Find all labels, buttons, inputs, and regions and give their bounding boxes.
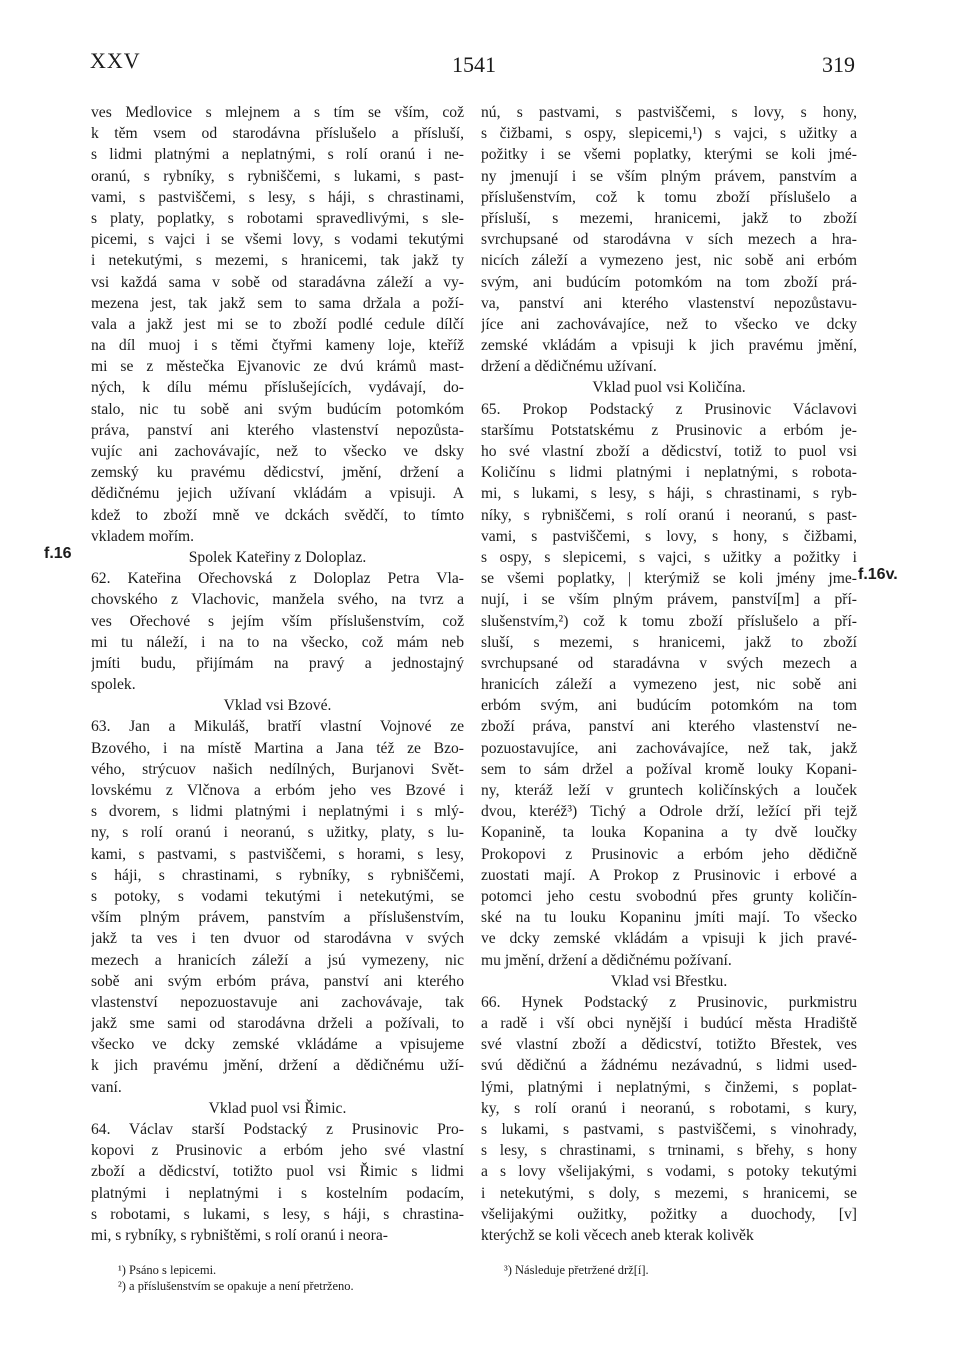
text-line: jíce ani zachovávajíce, než to všecko ve dcky — [481, 315, 857, 333]
text-line: jakž sme sami od starodávna drželi a požívali, to — [91, 1015, 464, 1033]
text-line: ho své vlastní zboží a dědicství, totiž to puol vsi — [481, 443, 857, 460]
text-line: dvou, kteréž³) Tichý a Odrole drží, ležící při tejž — [481, 803, 857, 821]
text-line: s platy, poplatky, s robotami spravedlivými, s sle- — [91, 209, 464, 227]
text-line: vami, s pastviščemi, s lesy, s háji, s chrastinami, — [91, 188, 464, 206]
text-line: mi tu náleží, i na to na všecko, což mám neb — [91, 633, 464, 651]
text-line: ské na tu louku Kopaninu jmíti mají. To všecko — [481, 909, 857, 927]
section-heading: Spolek Kateřiny z Doloplaz. — [188, 548, 367, 566]
text-line: níky, s rybniščemi, s rolí oranú i neoranú, s past- — [481, 506, 857, 524]
text-line: vkladem mořím. — [91, 527, 195, 545]
text-line: s čižbami, s ospy, slepicemi,¹) s vajci, s užitky a — [481, 125, 857, 143]
footnote-2: ²) a příslušenstvím se opakuje a není přetrženo. — [118, 1279, 354, 1293]
text-line: staršímu Potstatskému z Prusinovic a erbóm je- — [481, 421, 857, 439]
text-line: zuostati mají. A Prokop z Prusinovic i erbové a — [481, 866, 857, 884]
text-line: s ospy, s slepicemi, s vajci, s užitky a požitky i — [481, 548, 857, 566]
page-header — [0, 48, 960, 88]
year-heading: 1541 — [452, 52, 496, 77]
text-line: vlastenství nepozuostavuje ani zachovávaje, tak — [91, 993, 464, 1011]
text-line: svrchupsané od staradávna v svých mezech a — [481, 654, 857, 672]
text-line: mi se z městečka Ejvanovic ze dvú krámů mast- — [91, 358, 464, 376]
volume-number: XXV — [90, 48, 141, 73]
text-line: všelijakými oužitky, požitky a duochody, [v] — [481, 1205, 857, 1223]
text-line: zemský ku pravému dědicství, jmění, držení a — [91, 464, 464, 482]
text-line: vsi každá sama v sobě od staradávna záleží a vy- — [91, 273, 464, 291]
text-line: va, panství ani kterého vlastenství nepozůstavu- — [481, 294, 857, 312]
text-line: s háji, s chrastinami, s rybníky, s rybniščemi, — [91, 866, 464, 884]
text-line: nují, i se vším plným právem, panství[m] a pří- — [481, 591, 857, 609]
text-line: mezech a hranicích záleží a jsú vymezeny, nic — [91, 951, 464, 969]
text-line: mu jmění, držení a dědičnému požívaní. — [481, 951, 732, 969]
text-line: zemské vkládám a vpisuji k jich pravému jmění, — [481, 337, 857, 355]
text-line: 64. Václav starší Podstacký z Prusinovic Pro- — [91, 1121, 464, 1138]
text-line: svú dědičnú a žádnému nezávadnú, s lidmi used- — [481, 1057, 857, 1075]
text-line: vého, strýcuov našich nedílných, Burjanovi Svět- — [91, 760, 464, 778]
section-heading: Vklad vsi Břestku. — [610, 972, 728, 990]
text-line: ky, s rolí oranú i neoranú, s robotami, s kury, — [481, 1099, 857, 1117]
text-line: ny jmenují i se vším plným právem, panstvím a — [481, 167, 857, 185]
right-text-column — [481, 102, 857, 1246]
text-line: vujíc ani zachovávajíc, než to všecko ve dsky — [91, 443, 464, 460]
text-line: sluší, s mezemi, s hranicemi, jakž to zboží — [481, 633, 857, 651]
text-line: sem to sám držel a požíval kromě louky Kopani- — [481, 760, 857, 778]
text-line: mi, s rybníky, s rybništěmi, s rolí oranú i neora- — [91, 1226, 388, 1244]
text-line: s dvorem, s lidmi platnými i neplatnými i s mlý- — [91, 803, 464, 821]
text-line: všecko ve dcky zemské vkládáme a vpisujeme — [91, 1036, 464, 1054]
text-line: spolek. — [91, 676, 136, 694]
text-line: sobě ani svým erbóm práva, panství ani kterého — [91, 972, 464, 990]
text-line: picemi, s vajci i se všemi lovy, s vodami tekutými — [91, 231, 464, 249]
text-line: jakž ta ves i ten dvuor od starodávna v svých — [91, 930, 464, 948]
text-line: hranicích záleží a vymezeno jest, nic sobě ani — [481, 676, 857, 694]
text-line: i netekutými, s doly, s mezemi, s hranicemi, se — [481, 1184, 857, 1202]
footnote-3: ³) Následuje přetržené drž[í]. — [504, 1263, 649, 1277]
text-line: 63. Jan a Mikuláš, bratří vlastní Vojnové ze — [91, 718, 464, 736]
text-line: chovského z Vlachovic, manžela svého, na tvrz a — [91, 591, 464, 609]
text-line: své vlastní zboží a dědicství, totižto Břestek, ves — [481, 1036, 857, 1054]
text-line: erbóm svým, ani budúcím potomkóm na tom — [481, 697, 857, 715]
text-line: Količínu s lidmi platnými i neplatnými, s robota- — [481, 464, 857, 482]
text-line: svrchupsané od starodávna v sích mezech a hra- — [481, 231, 857, 249]
text-line: ves Ořechové s jejím vším příslušenstvím, což — [91, 612, 464, 630]
text-line: ves Medlovice s mlejnem a s tím se vším, což — [91, 104, 464, 121]
text-line: Kopanině, ta louka Kopanina a ty dvě loučky — [481, 824, 857, 842]
text-line: svým, ani budúcím potomkóm na tom zboží prá- — [481, 273, 857, 291]
text-line: lovskému z Vlčnova a erbóm jeho ves Bzové i — [91, 782, 464, 799]
text-line: stalo, nic tu sobě ani svým budúcím potomkóm — [91, 400, 464, 418]
text-line: kdež to zboží mně ve dckách svědčí, to tímto — [91, 506, 464, 524]
text-line: i netekutými, s mezemi, s hranicemi, tak jakž ty — [91, 252, 464, 270]
text-line: pozuostavujíce, ani zachovávajíce, než tak, jakž — [481, 739, 857, 757]
text-line: potomci jeho cestu svobodnú přes grunty količín- — [481, 887, 857, 905]
text-line: s robotami, s lukami, s lesy, s háji, s chrastina- — [91, 1205, 464, 1223]
footnote-1: ¹) Psáno s lepicemi. — [118, 1263, 217, 1277]
text-line: mezena jest, tak jakž sem to sama držala a poží- — [91, 294, 464, 312]
text-line: se všemi poplatky, | kterýmiž se koli jmény jme- — [481, 570, 857, 588]
text-line: s lukami, s pastvami, s pastviščemi, s vinohrady, — [481, 1121, 857, 1138]
text-line: vami, s pastviščemi, s lovy, s hony, s čižbami, — [481, 527, 857, 545]
text-line: s potoky, s vodami tekutými i netekutými, se — [91, 887, 464, 905]
text-line: Bzového, i na místě Martina a Jana též ze Bzo- — [91, 739, 464, 757]
text-line: na díl muoj i s těmi čtyřmi kameny loje, kteříž — [91, 337, 464, 355]
text-line: mi, s lukami, s lesy, s háji, s chrastinami, s ryb- — [481, 485, 857, 503]
text-line: k těm vsem od starodávna příslušelo a přísluší, — [91, 125, 464, 143]
text-line: 66. Hynek Podstacký z Prusinovic, purkmistru — [481, 993, 857, 1011]
text-line: zboží práva, panství ani kterého vlastenství ne- — [481, 718, 857, 736]
text-line: s lidmi platnými a neplatnými, s rolí oranú i ne- — [91, 146, 464, 164]
footnotes-right — [504, 1262, 864, 1278]
text-line: lými, platnými i neplatnými, s činžemi, s poplat- — [481, 1078, 857, 1096]
text-line: jmíti budu, přijímám na pravý a jednostajný — [91, 654, 464, 672]
text-line: dědičnému jejich užívaní vkládám a vpisuji. A — [91, 485, 464, 503]
section-heading: Vklad puol vsi Řimic. — [208, 1099, 347, 1117]
section-heading: Vklad puol vsi Količína. — [592, 379, 746, 397]
text-line: oranú, s rybníky, s rybniščemi, s lukami, s past- — [91, 167, 464, 185]
text-line: ve dcky zemské vkládám a vpisuji k jich pravé- — [481, 930, 857, 948]
text-line: kopovi z Prusinovic a erbóm jeho své vlastní — [91, 1142, 464, 1160]
text-line: nú, s pastvami, s pastviščemi, s lovy, s hony, — [481, 104, 857, 121]
text-line: přísluší, s mezemi, hranicemi, jakž to zboží — [481, 209, 857, 227]
section-heading: Vklad vsi Bzové. — [223, 697, 332, 715]
folio-marker-left: f.16 — [44, 545, 72, 562]
text-line: zboží a dědicství, totižto puol vsi Řimic s lidmi — [91, 1163, 464, 1181]
text-line: ny, s rolí oranú i neoranú, s užitky, platy, s lu- — [91, 824, 464, 842]
text-line: práva, panství ani kterého vlastenství nepozůsta- — [91, 421, 464, 439]
text-line: ny, kteráž leží v gruntech količínských a louček — [481, 782, 857, 799]
text-line: požitky i se všemi poplatky, kterými se koli jmé- — [481, 146, 857, 164]
folio-marker-right: f.16v. — [858, 566, 898, 583]
text-line: ných, k dílu mému příslušejících, vydávají, do- — [91, 379, 464, 397]
text-line: vaní. — [91, 1078, 122, 1096]
text-line: platnými i neplatnými i s kostelním podacím, — [91, 1184, 464, 1202]
text-line: kami, s pastvami, s pastviščemi, s horami, s lesy, — [91, 845, 464, 863]
text-line: Prokopovi z Prusinovic a erbóm jeho dědičně — [481, 845, 857, 863]
left-text-column — [91, 102, 464, 1246]
text-line: k jich pravému jmění, držení a dědičnému uží- — [91, 1057, 464, 1075]
text-line: kterýchž se koli věcech aneb kterak kolivěk — [481, 1226, 754, 1244]
text-line: 62. Kateřina Ořechovská z Doloplaz Petra Vla- — [91, 570, 464, 588]
text-line: příslušenstvím, což k tomu zboží příslušelo a — [481, 188, 857, 206]
text-line: nicích záleží a vymezeno jest, nic sobě ani erbóm — [481, 252, 857, 270]
text-line: vším plným právem, panstvím a příslušenstvím, — [91, 909, 464, 927]
text-line: držení a dědičnému užívaní. — [481, 358, 657, 376]
footnotes-left — [118, 1262, 478, 1294]
text-line: a radě i vší obci nynější i budúcí města Hradiště — [481, 1015, 857, 1033]
text-line: slušenstvím,²) což k tomu zboží příslušelo a pří- — [481, 612, 857, 630]
text-line: vala a jakž jest mi se to zboží podlé cedule dílčí — [91, 315, 464, 333]
text-line: a s lovy všelijakými, s vodami, s potoky tekutými — [481, 1163, 857, 1181]
page-number: 319 — [822, 52, 855, 77]
text-line: s lesy, s chrastinami, s trninami, s břehy, s hony — [481, 1142, 857, 1160]
text-line: 65. Prokop Podstacký z Prusinovic Václavovi — [481, 400, 857, 418]
